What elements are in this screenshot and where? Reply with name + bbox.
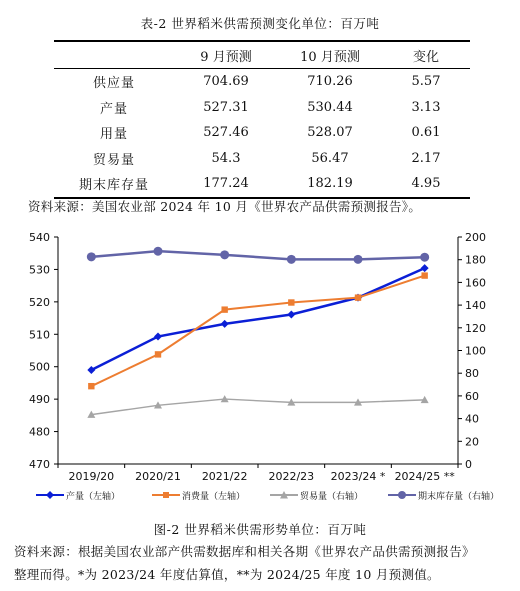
cell-change: 3.13	[411, 99, 441, 115]
left-tick-label: 540	[29, 231, 50, 244]
data-point-production	[287, 311, 295, 319]
cell-change: 5.57	[411, 74, 441, 90]
legend-swatch-trade	[270, 489, 298, 501]
x-tick-label: 2021/22	[201, 470, 248, 483]
cell-sep: 527.46	[203, 125, 249, 141]
right-tick-label: 160	[465, 276, 486, 290]
table-source-note: 资料来源：美国农业部 2024 年 10 月《世界农产品供需预测报告》。	[28, 199, 422, 214]
legend-label-consumption: 消费量（左轴）	[182, 491, 246, 502]
table-title: 表-2 世界稻米供需预测变化单位：百万吨	[140, 16, 380, 31]
x-tick-label: 2020/21	[135, 470, 181, 483]
cell-oct: 528.07	[307, 125, 353, 141]
cell-oct: 530.44	[307, 99, 353, 115]
series-line-production	[91, 268, 424, 370]
x-tick-label: 2019/20	[68, 470, 115, 483]
table-header-blank	[54, 41, 174, 69]
left-tick-label: 470	[29, 458, 50, 471]
row-label: 用量	[99, 127, 128, 143]
x-tick-label: 2024/25 **	[394, 470, 455, 483]
table-header-sep: 9 月预测	[174, 41, 278, 69]
cell-sep: 177.24	[174, 171, 278, 198]
left-tick-label: 520	[29, 295, 50, 309]
supply-demand-table	[54, 40, 470, 199]
cell-oct: 710.26	[307, 74, 353, 90]
x-tick-label: 2023/24 *	[330, 470, 386, 483]
table-row	[54, 171, 470, 198]
left-tick-label: 480	[29, 425, 50, 439]
supply-demand-chart	[0, 226, 520, 486]
right-tick-label: 140	[465, 299, 486, 313]
cell-sep: 54.3	[211, 150, 241, 166]
table-header-change: 变化	[382, 41, 470, 69]
table-row	[54, 69, 470, 95]
legend-label-production: 产量（左轴）	[66, 491, 121, 502]
figure-note-line1: 资料来源：根据美国农业部产供需数据库和相关各期《世界农产品供需预测报告》	[14, 544, 475, 559]
left-tick-label: 510	[29, 328, 50, 342]
row-label: 贸易量	[92, 152, 135, 168]
data-point-consumption	[155, 351, 161, 357]
cell-oct: 56.47	[311, 150, 349, 166]
left-tick-label: 530	[29, 263, 50, 277]
data-point-ending-stock	[154, 247, 163, 256]
table-row	[54, 95, 470, 121]
row-label: 期末库存量	[54, 171, 174, 198]
data-point-production	[421, 264, 429, 272]
data-point-consumption	[421, 272, 427, 278]
data-point-consumption	[88, 383, 94, 389]
data-point-production	[221, 320, 229, 328]
left-tick-label: 490	[29, 393, 50, 407]
series-line-trade	[91, 399, 424, 415]
data-point-consumption	[355, 294, 361, 300]
legend-swatch-ending-stock	[388, 489, 416, 501]
right-tick-label: 60	[465, 389, 479, 403]
data-point-consumption	[288, 299, 294, 305]
legend-label-ending-stock: 期末库存量（右轴）	[418, 491, 500, 502]
legend-item-trade	[270, 486, 363, 504]
data-point-ending-stock	[87, 252, 96, 261]
cell-change: 2.17	[411, 150, 441, 166]
data-point-ending-stock	[354, 255, 363, 264]
left-tick-label: 500	[29, 360, 50, 374]
cell-change: 4.95	[382, 171, 470, 198]
data-point-ending-stock	[220, 250, 229, 259]
data-point-ending-stock	[287, 255, 296, 264]
row-label: 供应量	[92, 76, 135, 92]
right-tick-label: 120	[465, 321, 486, 335]
right-tick-label: 100	[465, 344, 486, 358]
right-tick-label: 20	[465, 435, 479, 449]
cell-sep: 704.69	[203, 74, 249, 90]
right-tick-label: 180	[465, 253, 486, 267]
legend-swatch-production	[36, 489, 64, 501]
data-point-ending-stock	[420, 253, 429, 262]
legend-item-production	[36, 486, 120, 504]
x-tick-label: 2022/23	[268, 470, 315, 483]
right-tick-label: 0	[465, 458, 472, 471]
row-label: 产量	[99, 101, 128, 117]
legend-item-ending-stock	[388, 486, 499, 504]
series-line-ending-stock	[91, 251, 424, 259]
figure-note-line2: 整理而得。*为 2023/24 年度估算值，**为 2024/25 年度 10 月预测值。	[14, 567, 440, 582]
cell-oct: 182.19	[278, 171, 382, 198]
legend-swatch-consumption	[152, 489, 180, 501]
data-point-consumption	[221, 306, 227, 312]
series-line-consumption	[91, 276, 424, 387]
legend-label-trade: 贸易量（右轴）	[300, 491, 364, 502]
right-tick-label: 80	[465, 367, 479, 381]
cell-change: 0.61	[411, 125, 441, 141]
table-header-oct: 10 月预测	[278, 41, 382, 69]
right-tick-label: 40	[465, 412, 479, 426]
legend-item-consumption	[152, 486, 245, 504]
table-row	[54, 120, 470, 146]
figure-caption: 图-2 世界稻米供需形势单位：百万吨	[153, 522, 367, 537]
right-tick-label: 200	[465, 231, 486, 244]
table-row	[54, 146, 470, 172]
table-header-row	[54, 41, 470, 69]
cell-sep: 527.31	[203, 99, 249, 115]
